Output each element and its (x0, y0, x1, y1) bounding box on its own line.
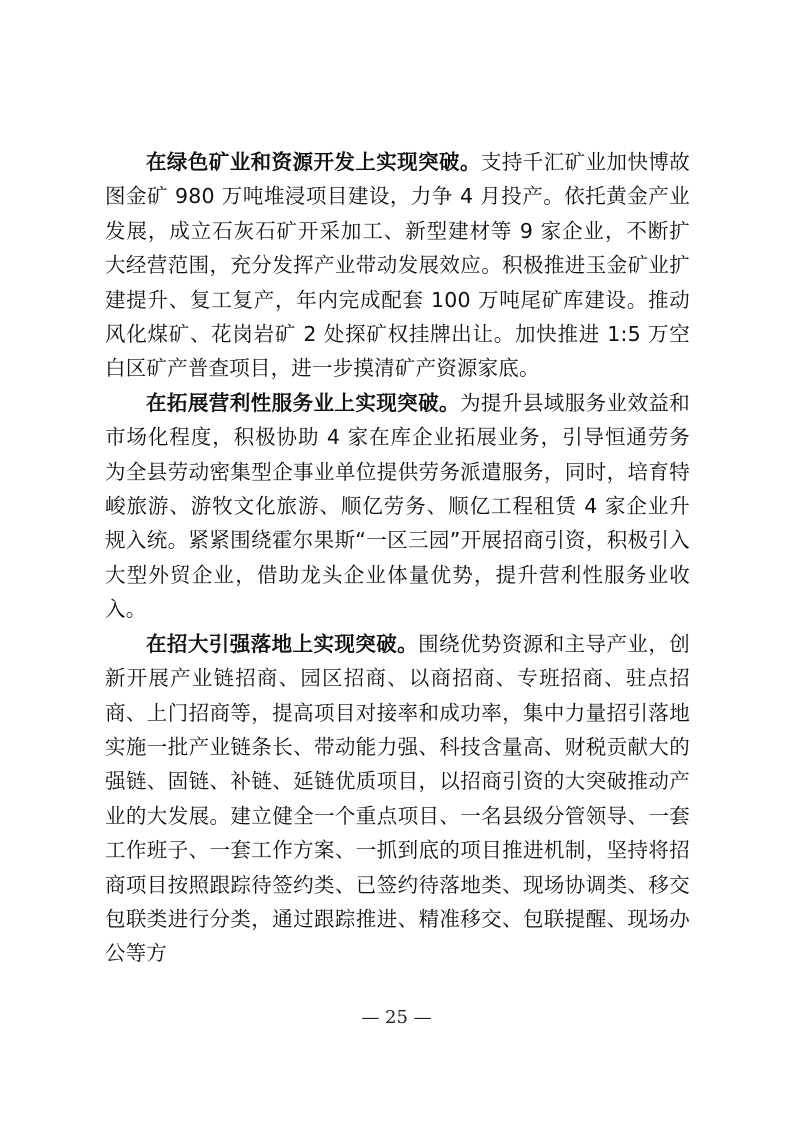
paragraph-text: 为提升县域服务业效益和市场化程度，积极协助 4 家在库企业拓展业务，引导恒通劳务为全县劳动密集型企事业单位提供劳务派遣服务，同时，培育特峻旅游、游牧文化旅游、顺亿劳务、顺亿工程租赁 4 家企业升规入统。紧紧围绕霍尔果斯“一区三园”开展招商引资，积极引入大型外贸企业，借助龙头企业体量优势，提升营利性服务业收入。 (105, 390, 691, 622)
document-body (105, 145, 690, 971)
paragraph-investment (105, 627, 690, 971)
paragraph-text: 围绕优势资源和主导产业，创新开展产业链招商、园区招商、以商招商、专班招商、驻点招商、上门招商等，提高项目对接率和成功率，集中力量招引落地实施一批产业链条长、带动能力强、科技含量高、财税贡献大的强链、固链、补链、延链优质项目，以招商引资的大突破推动产业的大发展。建立健全一个重点项目、一名县级分管领导、一套工作班子、一套工作方案、一抓到底的项目推进机制，坚持将招商项目按照跟踪待签约类、已签约待落地类、现场协调类、移交包联类进行分类，通过跟踪推进、精准移交、包联提醒、现场办公等方 (105, 631, 690, 966)
paragraph-text: 支持千汇矿业加快博故图金矿 980 万吨堆浸项目建设，力争 4 月投产。依托黄金产业发展，成立石灰石矿开采加工、新型建材等 9 家企业，不断扩大经营范围，充分发挥产业带动发展效应。积极推进玉金矿业扩建提升、复工复产，年内完成配套 100 万吨尾矿库建设。推动风化煤矿、花岗岩矿 2 处探矿权挂牌出让。加快推进 1:5 万空白区矿产普查项目，进一步摸清矿产资源家底。 (105, 150, 691, 381)
paragraph-lead: 在招大引强落地上实现突破。 (146, 631, 419, 656)
paragraph-lead: 在拓展营利性服务业上实现突破。 (146, 390, 460, 415)
paragraph-services (105, 386, 690, 627)
paragraph-green-mining (105, 145, 690, 386)
paragraph-lead: 在绿色矿业和资源开发上实现突破。 (146, 150, 481, 174)
page-number: — 25 — (361, 1007, 432, 1028)
